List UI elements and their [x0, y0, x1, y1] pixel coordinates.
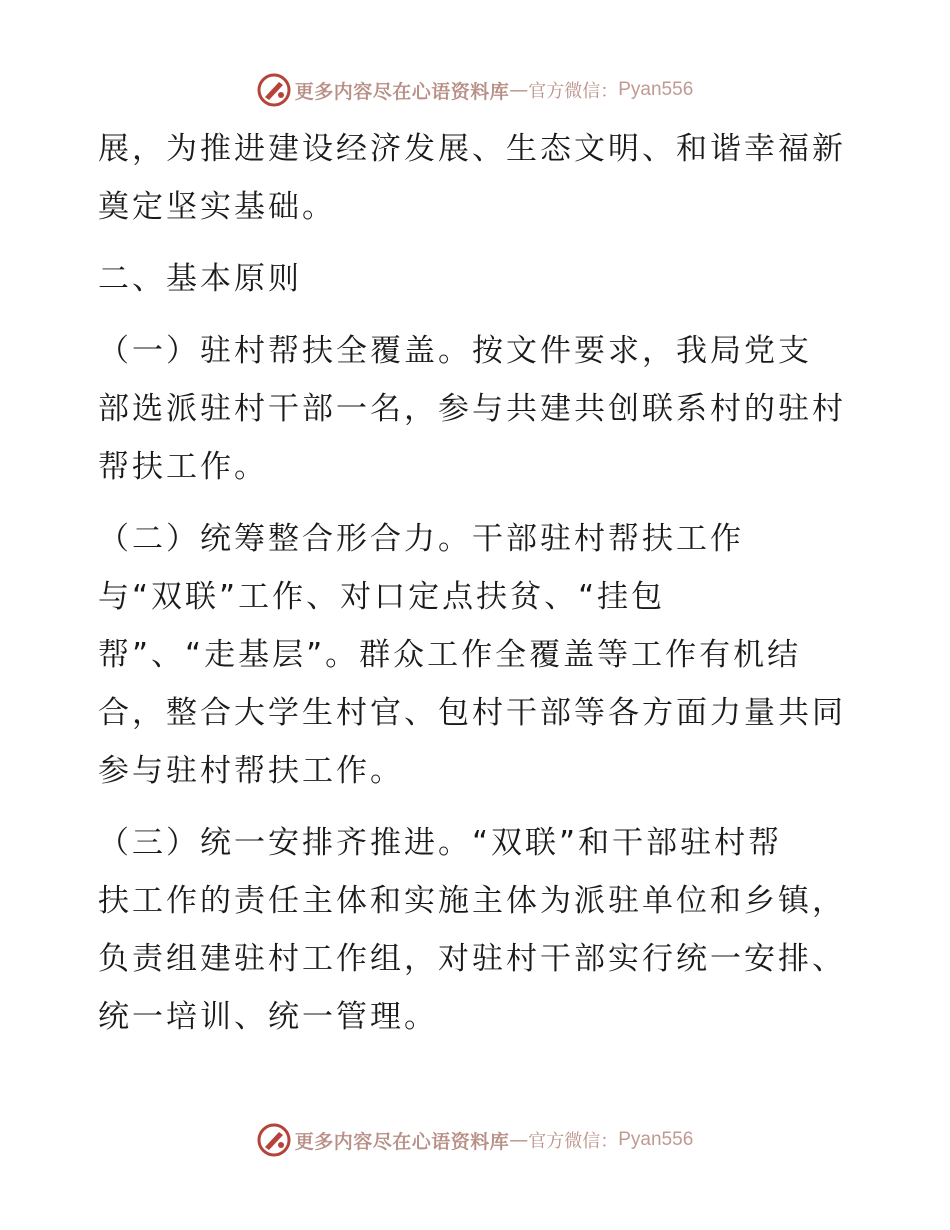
watermark-dash: — [509, 1129, 529, 1151]
paragraph-line: 扶工作的责任主体和实施主体为派驻单位和乡镇， [98, 883, 846, 919]
paragraph-line: 统一培训、统一管理。 [98, 999, 438, 1035]
paragraph-line: （二）统筹整合形合力。干部驻村帮扶工作 [98, 521, 744, 557]
paragraph-line: 参与驻村帮扶工作。 [98, 753, 404, 789]
pen-logo-icon [257, 1123, 291, 1157]
paragraph-line: 负责组建驻村工作组，对驻村干部实行统一安排、 [98, 941, 846, 977]
document-body [98, 120, 858, 1046]
paragraph-line: 部选派驻村干部一名，参与共建共创联系村的驻村 [98, 391, 846, 427]
watermark-wechat-id: Pyan556 [618, 1129, 694, 1150]
paragraph-line: 合，整合大学生村官、包村干部等各方面力量共同 [98, 695, 846, 731]
paragraph-line: 帮扶工作。 [98, 449, 268, 485]
footer-watermark [0, 1120, 950, 1160]
watermark-dash: — [509, 79, 529, 101]
paragraph-line: 奠定坚实基础。 [98, 189, 336, 225]
paragraph-line: （一）驻村帮扶全覆盖。按文件要求，我局党支 [98, 333, 812, 369]
paragraph-line: 展，为推进建设经济发展、生态文明、和谐幸福新 [98, 131, 846, 167]
watermark-wechat-id: Pyan556 [618, 79, 694, 100]
header-watermark [0, 70, 950, 110]
paragraph-line: 与“双联”工作、对口定点扶贫、“挂包 [98, 579, 666, 615]
watermark-site-text: 更多内容尽在心语资料库 [294, 1130, 510, 1153]
paragraph-line: （三）统一安排齐推进。“双联”和干部驻村帮 [98, 825, 783, 861]
watermark-wechat-label: 官方微信： [528, 1131, 619, 1152]
watermark-wechat-label: 官方微信： [528, 81, 619, 102]
section-heading: 二、基本原则 [98, 261, 302, 297]
pen-logo-icon [257, 73, 291, 107]
paragraph-line: 帮”、“走基层”。群众工作全覆盖等工作有机结 [98, 637, 802, 673]
watermark-site-text: 更多内容尽在心语资料库 [294, 80, 510, 103]
